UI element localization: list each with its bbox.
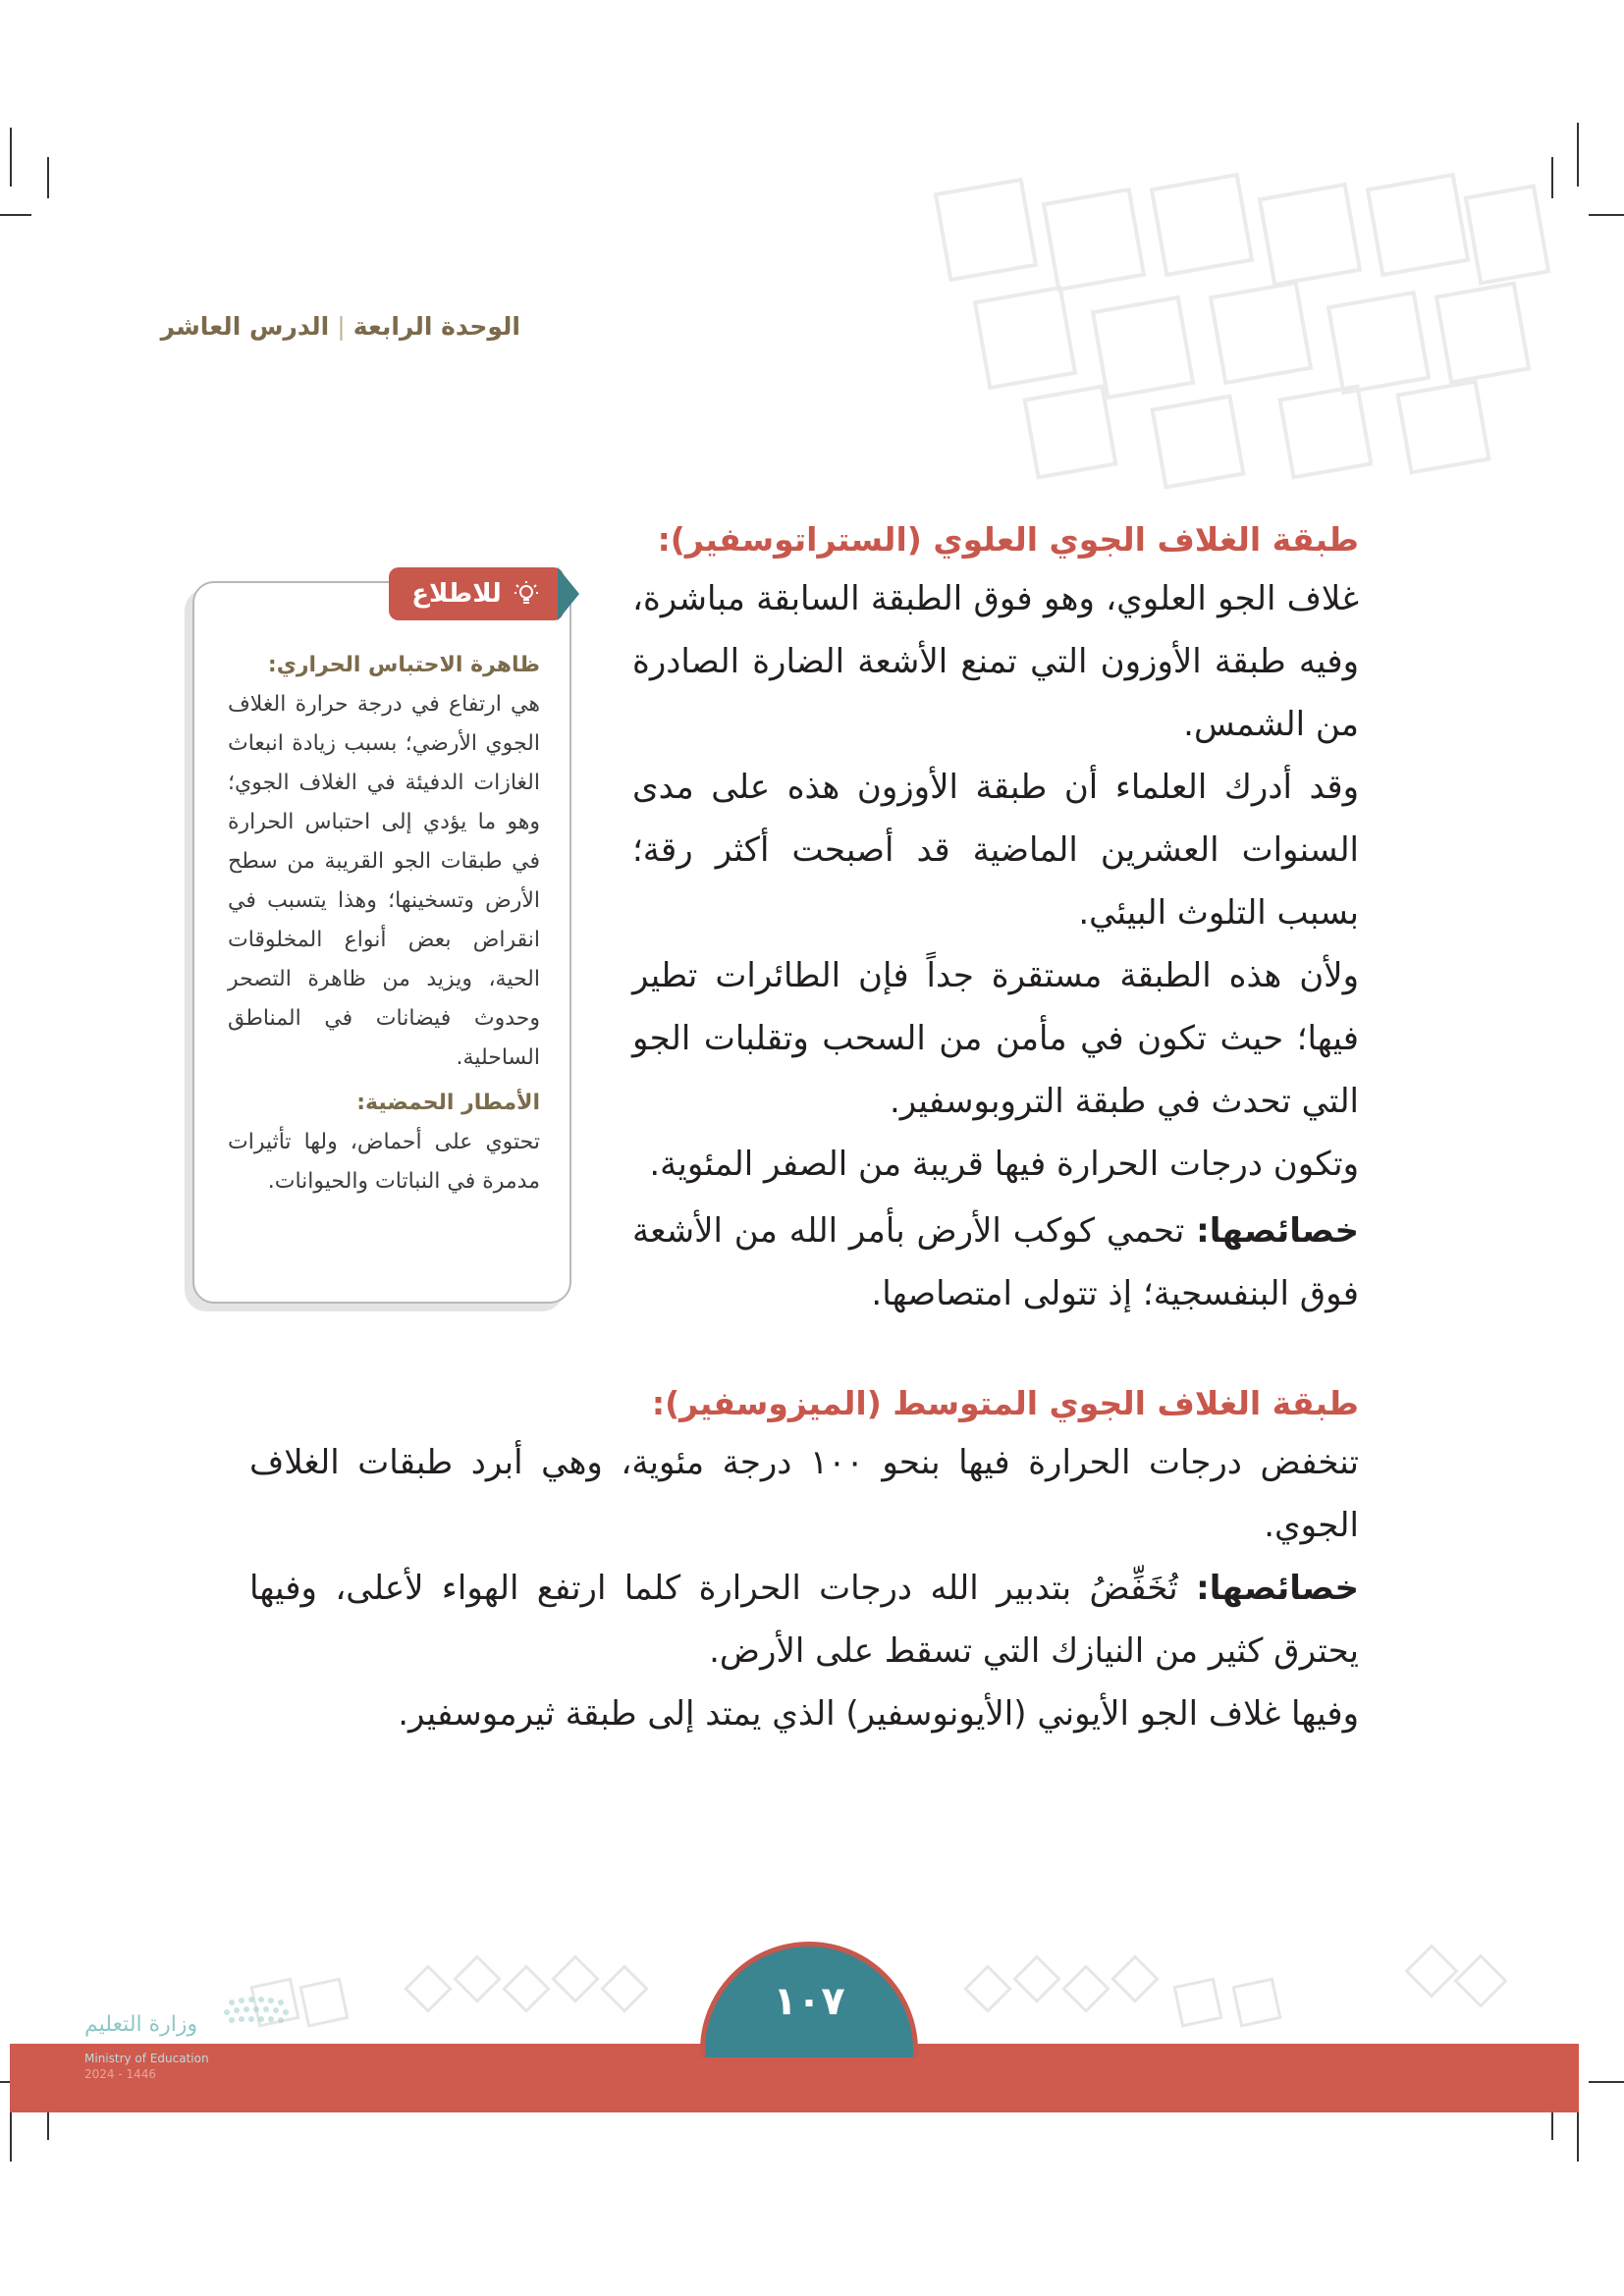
ministry-logo-year: 2024 - 1446 bbox=[84, 2067, 157, 2081]
stratosphere-paragraph-3: ولأن هذه الطبقة مستقرة جداً فإن الطائرات تطير فيها؛ حيث تكون في مأمن من السحب وتقلبات الجو التي تحدث في طبقة التروبوسفير. bbox=[632, 956, 1359, 1121]
stratosphere-paragraph-4: وتكون درجات الحرارة فيها قريبة من الصفر المئوية. bbox=[649, 1145, 1359, 1184]
features-label: خصائصها: bbox=[1196, 1569, 1360, 1608]
crop-mark bbox=[10, 128, 12, 187]
mesosphere-title: طبقة الغلاف الجوي المتوسط (الميزوسفير): bbox=[651, 1384, 1359, 1422]
ministry-logo-subtitle: Ministry of Education bbox=[84, 2052, 209, 2065]
features-label: خصائصها: bbox=[1196, 1211, 1359, 1251]
ministry-logo-text: وزارة التعليم bbox=[84, 2012, 198, 2037]
greenhouse-term: ظاهرة الاحتباس الحراري: bbox=[267, 653, 540, 677]
info-badge bbox=[389, 567, 564, 620]
stratosphere-title: طبقة الغلاف الجوي العلوي (الستراتوسفير): bbox=[657, 520, 1359, 559]
crop-mark bbox=[1589, 2081, 1624, 2083]
greenhouse-definition: هي ارتفاع في درجة حرارة الغلاف الجوي الأرضي؛ بسبب زيادة انبعاث الغازات الدفيئة في الغلاف الجوي؛ وهو ما يؤدي إلى احتباس الحرارة في طبقات الجو القريبة من سطح الأرض وتسخينها؛ وهذا يتسبب في انقراض بعض أنواع المخلوقات الحية، ويزيد من ظاهرة التصحر وحدوث فيضانات في المناطق الساحلية. bbox=[228, 692, 540, 1070]
mesosphere-section bbox=[249, 1376, 1359, 1745]
mesosphere-paragraph-2: وفيها غلاف الجو الأيوني (الأيونوسفير) الذي يمتد إلى طبقة ثيرموسفير. bbox=[398, 1694, 1359, 1734]
lesson-title: الدرس العاشر bbox=[160, 312, 330, 341]
stratosphere-paragraph-2: وقد أدرك العلماء أن طبقة الأوزون هذه على مدى السنوات العشرين الماضية قد أصبحت أكثر رقة؛ بسبب التلوث البيئي. bbox=[632, 768, 1359, 933]
features-text: تُخَفِّضُ بتدبير الله درجات الحرارة كلما ارتفع الهواء لأعلى، وفيها يحترق كثير من النيازك التي تسقط على الأرض. bbox=[249, 1569, 1359, 1671]
info-badge-label: للاطلاع bbox=[411, 579, 502, 609]
crop-mark bbox=[1577, 123, 1579, 187]
crop-mark bbox=[47, 157, 49, 198]
acid-rain-definition: تحتوي على أحماض، ولها تأثيرات مدمرة في النباتات والحيوانات. bbox=[228, 1130, 540, 1194]
unit-title: الوحدة الرابعة bbox=[352, 312, 520, 341]
page-number-circle bbox=[700, 1942, 918, 2160]
unit-lesson-header bbox=[108, 312, 520, 341]
info-sidebar-content bbox=[228, 646, 540, 1207]
crop-mark bbox=[1589, 214, 1624, 216]
mesosphere-paragraph-1: تنخفض درجات الحرارة فيها بنحو ١٠٠ درجة مئوية، وهي أبرد طبقات الغلاف الجوي. bbox=[249, 1443, 1359, 1545]
crop-mark bbox=[0, 214, 31, 216]
header-separator: | bbox=[337, 312, 346, 341]
crop-mark bbox=[1551, 157, 1553, 198]
mesosphere-features bbox=[249, 1557, 1359, 1682]
stratosphere-features bbox=[632, 1200, 1359, 1325]
stratosphere-section bbox=[632, 512, 1359, 1325]
page-number: ١٠٧ bbox=[773, 1979, 845, 2024]
acid-rain-term: الأمطار الحمضية: bbox=[356, 1091, 540, 1115]
stratosphere-paragraph-1: غلاف الجو العلوي، وهو فوق الطبقة السابقة مباشرة، وفيه طبقة الأوزون التي تمنع الأشعة الضارة الصادرة من الشمس. bbox=[632, 579, 1359, 744]
lightbulb-icon bbox=[512, 579, 541, 609]
features-text: تحمي كوكب الأرض بأمر الله من الأشعة فوق البنفسجية؛ إذ تتولى امتصاصها. bbox=[632, 1211, 1359, 1313]
